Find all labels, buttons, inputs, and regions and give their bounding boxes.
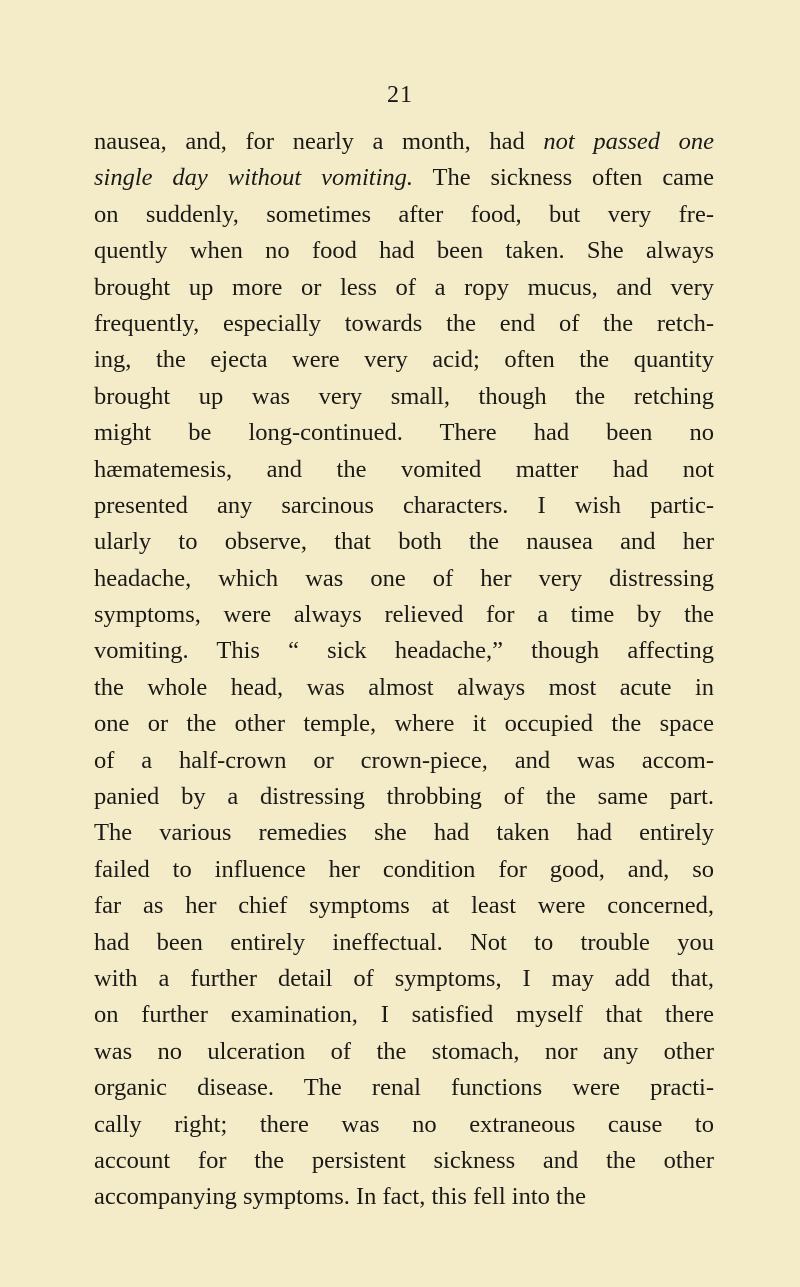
text-line bbox=[94, 342, 714, 378]
text-line bbox=[94, 1070, 714, 1106]
text-segment: far as her chief symptoms at least were concerned, bbox=[94, 892, 714, 920]
text-segment: presented any sarcinous characters. I wish partic- bbox=[94, 491, 714, 519]
text-line bbox=[94, 743, 714, 779]
text-line bbox=[94, 670, 714, 706]
italic-text: not passed one bbox=[543, 128, 715, 155]
text-segment: was no ulceration of the stomach, nor any other bbox=[94, 1037, 714, 1065]
text-segment: with a further detail of symptoms, I may add that, bbox=[94, 964, 714, 992]
text-line bbox=[94, 488, 714, 524]
text-segment: The sickness often came bbox=[413, 164, 714, 192]
text-line bbox=[94, 997, 714, 1033]
text-segment: frequently, especially towards the end of the retch- bbox=[94, 309, 714, 337]
italic-text: single day without vomiting. bbox=[94, 164, 414, 192]
text-line bbox=[94, 452, 714, 488]
text-line bbox=[94, 597, 714, 633]
text-segment: had been entirely ineffectual. Not to trouble you bbox=[94, 928, 714, 956]
text-line bbox=[94, 270, 714, 306]
text-line bbox=[94, 888, 714, 924]
text-line bbox=[94, 524, 714, 560]
text-line bbox=[94, 925, 714, 961]
text-segment: accompanying symptoms. In fact, this fell into the bbox=[94, 1183, 586, 1211]
text-segment: ing, the ejecta were very acid; often the quantity bbox=[94, 346, 714, 374]
text-segment: headache, which was one of her very distressing bbox=[94, 564, 714, 592]
text-line bbox=[94, 961, 714, 997]
body-text bbox=[94, 124, 714, 1216]
text-line bbox=[94, 415, 714, 451]
text-segment: panied by a distressing throbbing of the same part. bbox=[94, 783, 714, 811]
text-line bbox=[94, 779, 714, 815]
text-segment: the whole head, was almost always most acute in bbox=[94, 673, 714, 701]
text-segment: nausea, and, for nearly a month, had bbox=[94, 128, 544, 155]
text-line bbox=[94, 815, 714, 851]
text-line bbox=[94, 197, 714, 233]
text-segment: quently when no food had been taken. She always bbox=[94, 237, 714, 265]
text-segment: ularly to observe, that both the nausea and her bbox=[94, 528, 714, 556]
text-line bbox=[94, 633, 714, 669]
page-number: 21 bbox=[387, 82, 413, 108]
text-segment: cally right; there was no extraneous cause to bbox=[94, 1110, 714, 1138]
text-segment: one or the other temple, where it occupied the space bbox=[94, 710, 714, 738]
text-line bbox=[94, 233, 714, 269]
text-line bbox=[94, 706, 714, 742]
text-line bbox=[94, 379, 714, 415]
text-segment: The various remedies she had taken had entirely bbox=[94, 819, 714, 847]
text-segment: brought up more or less of a ropy mucus, and very bbox=[94, 273, 714, 301]
text-segment: brought up was very small, though the retching bbox=[94, 382, 714, 410]
text-segment: on further examination, I satisfied myself that there bbox=[94, 1001, 714, 1029]
text-segment: hæmatemesis, and the vomited matter had not bbox=[94, 455, 714, 483]
text-segment: on suddenly, sometimes after food, but very fre- bbox=[94, 200, 714, 228]
text-line bbox=[94, 1179, 714, 1215]
text-segment: account for the persistent sickness and the other bbox=[94, 1146, 714, 1174]
text-segment: organic disease. The renal functions were practi- bbox=[94, 1074, 714, 1102]
text-segment: might be long-continued. There had been no bbox=[94, 419, 714, 447]
text-line bbox=[94, 561, 714, 597]
text-line bbox=[94, 124, 714, 160]
text-segment: failed to influence her condition for good, and, so bbox=[94, 855, 714, 883]
text-segment: of a half-crown or crown-piece, and was accom- bbox=[94, 746, 714, 774]
text-segment: symptoms, were always relieved for a time by the bbox=[94, 601, 714, 629]
text-line bbox=[94, 1143, 714, 1179]
text-line bbox=[94, 1034, 714, 1070]
text-segment: vomiting. This “ sick headache,” though affecting bbox=[94, 637, 714, 665]
text-line bbox=[94, 1107, 714, 1143]
text-line bbox=[94, 160, 714, 196]
text-line bbox=[94, 306, 714, 342]
text-line bbox=[94, 852, 714, 888]
